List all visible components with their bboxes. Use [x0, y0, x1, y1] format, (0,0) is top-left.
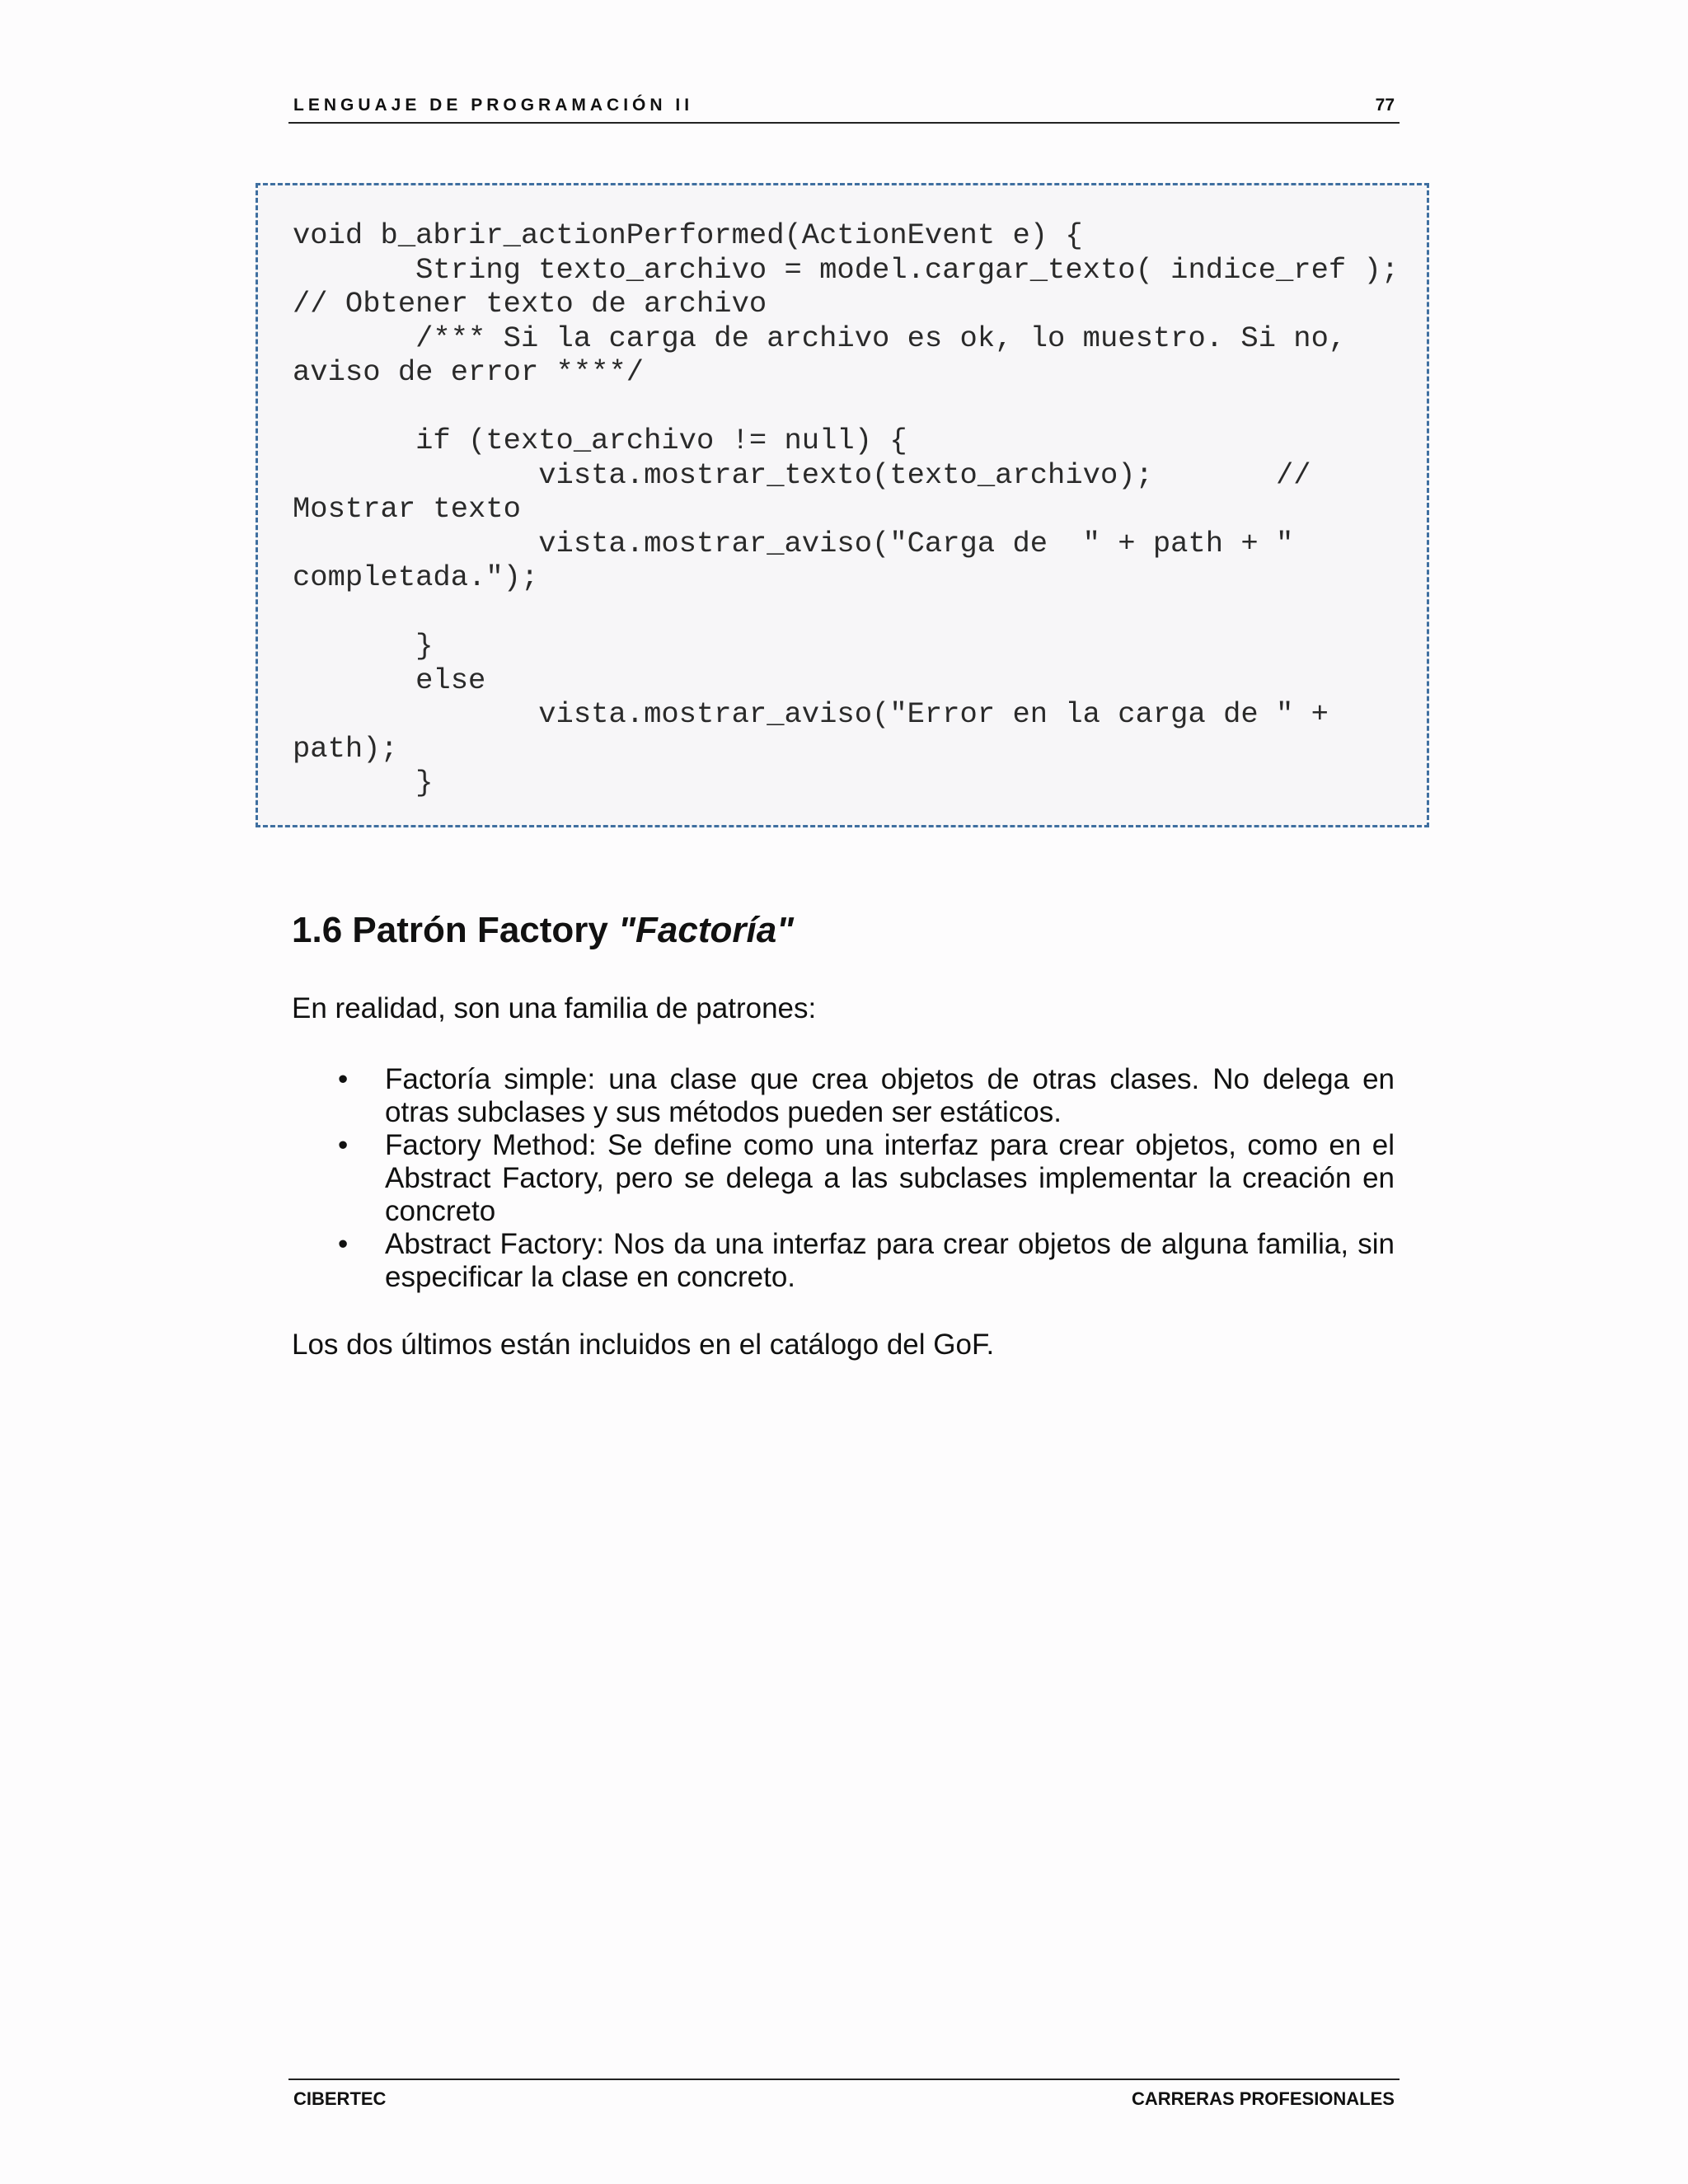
code-line: /*** Si la carga de archivo es ok, lo muestro. Si no, — [293, 321, 1347, 355]
pattern-list — [292, 1063, 1395, 1294]
intro-paragraph: En realidad, son una familia de patrones: — [292, 992, 817, 1024]
code-line: void b_abrir_actionPerformed(ActionEvent e) { — [293, 218, 1083, 252]
code-line: vista.mostrar_aviso("Carga de " + path + " — [293, 526, 1294, 560]
section-heading-plain: 1.6 Patrón Factory — [292, 910, 619, 950]
section-heading-italic: "Factoría" — [618, 910, 795, 950]
closing-paragraph: Los dos últimos están incluidos en el catálogo del GoF. — [292, 1329, 995, 1361]
footer-left-label: CIBERTEC — [293, 2088, 387, 2109]
code-line: // Obtener texto de archivo — [293, 287, 767, 321]
footer-right-label: CARRERAS PROFESIONALES — [1131, 2088, 1395, 2109]
list-item-text: Factoría simple: una clase que crea objetos de otras clases. No delega en otras subclases y sus métodos pueden ser estáticos. — [385, 1063, 1395, 1128]
code-line: completada."); — [293, 560, 539, 594]
bullet-icon: • — [338, 1228, 349, 1260]
list-item — [292, 1129, 1395, 1228]
page-header — [288, 92, 1400, 124]
list-item — [292, 1063, 1395, 1129]
list-item-text: Factory Method: Se define como una interfaz para crear objetos, como en el Abstract Factory, pero se delega a las subclases implementar la creación en concreto — [385, 1129, 1395, 1227]
header-title: LENGUAJE DE PROGRAMACIÓN II — [293, 96, 694, 115]
section-heading — [292, 910, 794, 951]
code-line: Mostrar texto — [293, 492, 521, 526]
page-number: 77 — [1375, 96, 1395, 115]
code-line: vista.mostrar_texto(texto_archivo); // — [293, 457, 1311, 492]
code-listing — [293, 218, 1399, 800]
code-line: path); — [293, 731, 398, 766]
code-line: aviso de error ****/ — [293, 355, 645, 389]
list-item — [292, 1228, 1395, 1294]
bullet-icon: • — [338, 1129, 349, 1161]
code-line: String texto_archivo = model.cargar_texto( indice_ref ); — [293, 252, 1400, 287]
list-item-text: Abstract Factory: Nos da una interfaz para crear objetos de alguna familia, sin especificar la clase en concreto. — [385, 1228, 1395, 1293]
code-line: } — [293, 766, 434, 799]
code-line: else — [293, 663, 486, 697]
code-line: } — [293, 629, 434, 663]
bullet-icon: • — [338, 1063, 349, 1095]
code-line: vista.mostrar_aviso("Error en la carga de " + — [293, 697, 1329, 731]
page-footer — [288, 2079, 1400, 2113]
code-line: if (texto_archivo != null) { — [293, 424, 907, 457]
code-block — [256, 183, 1429, 827]
